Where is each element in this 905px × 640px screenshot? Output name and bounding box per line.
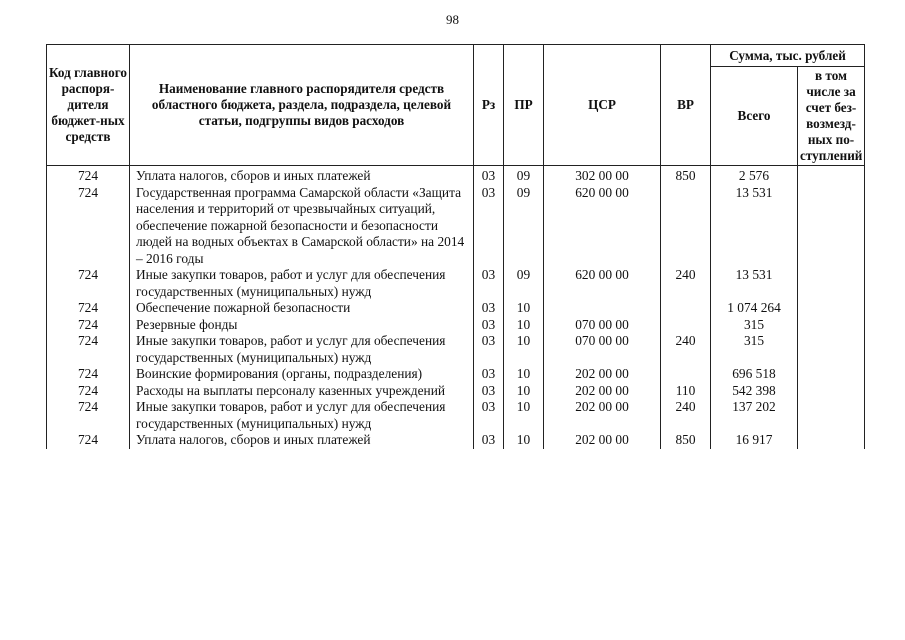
table-row [47,185,865,268]
table-row [47,366,865,383]
cell-csr: 202 00 00 [544,366,661,383]
cell-total: 13 531 [711,267,798,300]
header-rz: Рз [474,45,504,166]
cell-vr [661,317,711,334]
cell-rz: 03 [474,432,504,449]
cell-code: 724 [47,317,130,334]
cell-vr: 240 [661,267,711,300]
table-row [47,399,865,432]
cell-gratuitous [798,317,865,334]
cell-total: 16 917 [711,432,798,449]
cell-rz: 03 [474,333,504,366]
cell-code: 724 [47,185,130,268]
cell-vr: 240 [661,333,711,366]
table-row [47,432,865,449]
cell-gratuitous [798,333,865,366]
cell-name: Воинские формирования (органы, подразделения) [130,366,474,383]
cell-name: Иные закупки товаров, работ и услуг для обеспечения государственных (муниципальных) нужд [130,267,474,300]
header-code: Код главного распоря-дителя бюджет-ных средств [47,45,130,166]
header-csr: ЦСР [544,45,661,166]
cell-rz: 03 [474,366,504,383]
cell-rz: 03 [474,317,504,334]
cell-rz: 03 [474,166,504,185]
page-number: 98 [446,12,459,27]
cell-gratuitous [798,399,865,432]
cell-gratuitous [798,432,865,449]
cell-total: 1 074 264 [711,300,798,317]
cell-code: 724 [47,333,130,366]
cell-total: 137 202 [711,399,798,432]
cell-pr: 10 [504,300,544,317]
cell-vr: 240 [661,399,711,432]
cell-gratuitous [798,267,865,300]
cell-gratuitous [798,366,865,383]
cell-csr [544,300,661,317]
cell-gratuitous [798,383,865,400]
table-row [47,383,865,400]
table-row [47,317,865,334]
table-body [47,166,865,449]
cell-code: 724 [47,399,130,432]
table-row [47,267,865,300]
header-pr: ПР [504,45,544,166]
cell-vr [661,300,711,317]
cell-pr: 10 [504,366,544,383]
cell-pr: 10 [504,432,544,449]
table-row [47,166,865,185]
cell-total: 315 [711,317,798,334]
cell-code: 724 [47,383,130,400]
cell-csr: 070 00 00 [544,333,661,366]
cell-rz: 03 [474,300,504,317]
cell-rz: 03 [474,267,504,300]
cell-rz: 03 [474,383,504,400]
table-row [47,333,865,366]
cell-total: 542 398 [711,383,798,400]
cell-name: Иные закупки товаров, работ и услуг для обеспечения государственных (муниципальных) нужд [130,333,474,366]
cell-total: 696 518 [711,366,798,383]
cell-pr: 10 [504,399,544,432]
cell-gratuitous [798,185,865,268]
cell-gratuitous [798,300,865,317]
cell-csr: 620 00 00 [544,185,661,268]
cell-vr [661,366,711,383]
cell-csr: 202 00 00 [544,399,661,432]
header-gratuitous: в том числе за счет без-возмезд-ных по-ступлений [798,67,865,166]
cell-pr: 09 [504,185,544,268]
cell-rz: 03 [474,185,504,268]
cell-vr: 850 [661,166,711,185]
header-name: Наименование главного распорядителя средств областного бюджета, раздела, подраздела, целевой статьи, подгруппы видов расходов [130,45,474,166]
cell-vr: 110 [661,383,711,400]
header-vr: ВР [661,45,711,166]
cell-name: Иные закупки товаров, работ и услуг для обеспечения государственных (муниципальных) нужд [130,399,474,432]
cell-name: Обеспечение пожарной безопасности [130,300,474,317]
cell-pr: 09 [504,267,544,300]
cell-name: Уплата налогов, сборов и иных платежей [130,166,474,185]
cell-total: 13 531 [711,185,798,268]
cell-code: 724 [47,432,130,449]
cell-pr: 10 [504,383,544,400]
cell-rz: 03 [474,399,504,432]
cell-pr: 10 [504,333,544,366]
cell-pr: 10 [504,317,544,334]
cell-total: 315 [711,333,798,366]
cell-csr: 070 00 00 [544,317,661,334]
cell-csr: 202 00 00 [544,383,661,400]
cell-code: 724 [47,300,130,317]
table-header [47,45,865,166]
cell-name: Государственная программа Самарской области «Защита населения и территорий от чрезвычайных ситуаций, обеспечение пожарной безопасности и безопасности людей на водных объектах в Самарской области» на 2014 – 2016 годы [130,185,474,268]
cell-code: 724 [47,366,130,383]
cell-vr: 850 [661,432,711,449]
cell-name: Уплата налогов, сборов и иных платежей [130,432,474,449]
cell-vr [661,185,711,268]
budget-table [46,44,865,449]
cell-name: Расходы на выплаты персоналу казенных учреждений [130,383,474,400]
header-sum-group: Сумма, тыс. рублей [711,45,865,67]
cell-code: 724 [47,166,130,185]
cell-csr: 302 00 00 [544,166,661,185]
cell-total: 2 576 [711,166,798,185]
header-total: Всего [711,67,798,166]
cell-code: 724 [47,267,130,300]
cell-csr: 620 00 00 [544,267,661,300]
cell-pr: 09 [504,166,544,185]
cell-name: Резервные фонды [130,317,474,334]
cell-gratuitous [798,166,865,185]
table-row [47,300,865,317]
cell-csr: 202 00 00 [544,432,661,449]
